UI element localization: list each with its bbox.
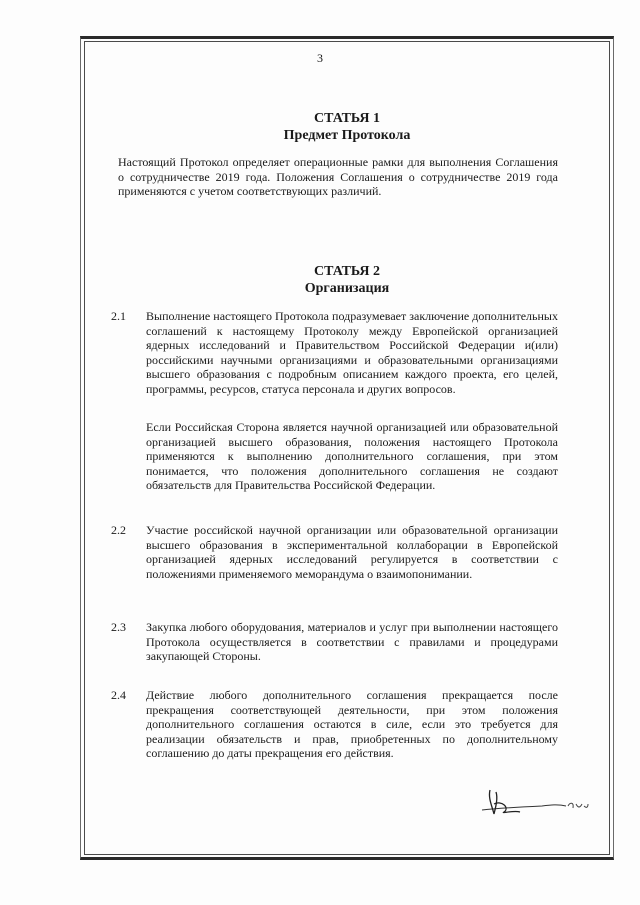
clause-2-1-text: Выполнение настоящего Протокола подразумевает заключение дополнительных соглашений к настоящему Протоколу между Европейской организацией ядерных исследований и Правительством Российской Федерации и(или) российскими научными организациями и образовательными организациями высшего образования с подробным описанием каждого проекта, его целей, программы, ресурсов, статуса персонала и других вопросов. bbox=[146, 309, 558, 396]
page-number: 3 bbox=[317, 51, 323, 65]
clause-2-2-text: Участие российской научной организации или образовательной организации высшего образования в экспериментальной коллаборации в Европейской организацией ядерных исследований регулируется в соответствии с положениями применяемого меморандума о взаимопонимании. bbox=[146, 523, 558, 581]
article-1-title: СТАТЬЯ 1 bbox=[313, 111, 381, 126]
article-2-subtitle: Организация bbox=[304, 281, 390, 296]
clause-2-3-text: Закупка любого оборудования, материалов и услуг при выполнении настоящего Протокола осуществляется в соответствии с правилами и процедурами закупающей Стороны. bbox=[146, 620, 558, 664]
clause-2-4-number: 2.4 bbox=[111, 688, 126, 702]
article-1-text: Настоящий Протокол определяет операционные рамки для выполнения Соглашения о сотрудничестве 2019 года. Положения Соглашения о сотрудничестве 2019 года применяются с учетом соответствующих различий. bbox=[118, 155, 558, 199]
article-1-subtitle: Предмет Протокола bbox=[283, 128, 411, 143]
clause-2-3-number: 2.3 bbox=[111, 620, 126, 634]
clause-2-1-number: 2.1 bbox=[111, 309, 126, 323]
article-2-title: СТАТЬЯ 2 bbox=[313, 264, 381, 279]
clause-2-1-text-continued: Если Российская Сторона является научной организацией или образовательной организацией высшего образования, положения настоящего Протокола применяются к выполнению дополнительного соглашения, при этом понимается, что положения дополнительного соглашения не создают обязательств для Правительства Российской Федерации. bbox=[146, 420, 558, 493]
clause-2-4-text: Действие любого дополнительного соглашения прекращается после прекращения соответствующей деятельности, при этом положения дополнительного соглашения остаются в силе, если это требуется для реализации обязательств и прав, приобретенных по дополнительному соглашению до даты прекращения его действия. bbox=[146, 688, 558, 761]
clause-2-2-number: 2.2 bbox=[111, 523, 126, 537]
signature-initials bbox=[480, 784, 590, 824]
